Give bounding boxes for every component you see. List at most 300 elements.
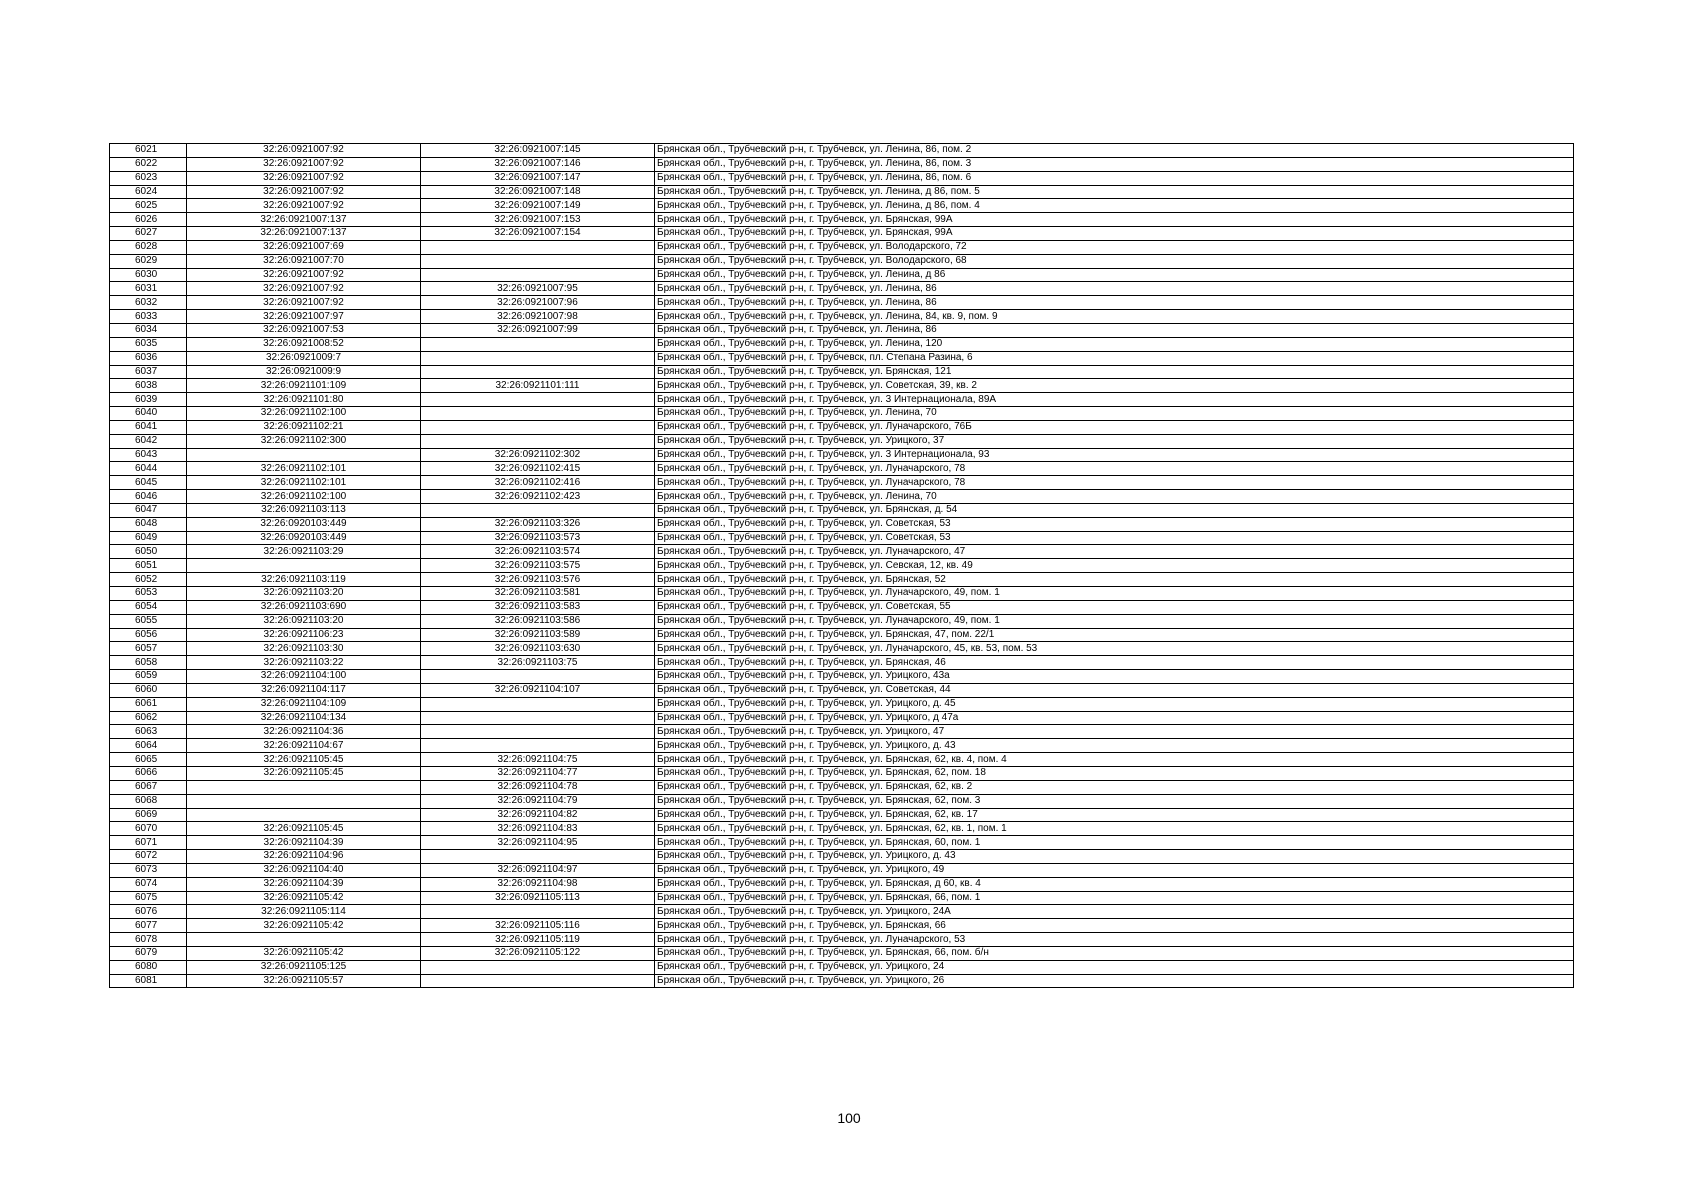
table-row: [110, 642, 1574, 656]
cadastral-number-cell: 32:26:0921104:78: [421, 780, 655, 794]
table-row: [110, 614, 1574, 628]
parent-cadastral-number-cell: 32:26:0921103:113: [187, 503, 421, 517]
cadastral-number-cell: 32:26:0921007:148: [421, 185, 655, 199]
address-cell: Брянская обл., Трубчевский р-н, г. Трубчевск, ул. Луначарского, 78: [655, 476, 1574, 490]
table-row: [110, 254, 1574, 268]
row-number-cell: 6071: [110, 836, 187, 850]
row-number-cell: 6046: [110, 490, 187, 504]
table-row: [110, 919, 1574, 933]
parent-cadastral-number-cell: 32:26:0921103:119: [187, 573, 421, 587]
parent-cadastral-number-cell: 32:26:0921007:70: [187, 254, 421, 268]
cadastral-number-cell: 32:26:0921104:83: [421, 822, 655, 836]
row-number-cell: 6026: [110, 213, 187, 227]
parent-cadastral-number-cell: 32:26:0921105:45: [187, 766, 421, 780]
row-number-cell: 6023: [110, 171, 187, 185]
table-row: [110, 351, 1574, 365]
parent-cadastral-number-cell: 32:26:0921007:69: [187, 240, 421, 254]
table-row: [110, 697, 1574, 711]
parent-cadastral-number-cell: 32:26:0921103:20: [187, 587, 421, 601]
table-row: [110, 407, 1574, 421]
cadastral-number-cell: 32:26:0921105:116: [421, 919, 655, 933]
row-number-cell: 6038: [110, 379, 187, 393]
address-cell: Брянская обл., Трубчевский р-н, г. Трубчевск, ул. Ленина, 86, пом. 6: [655, 171, 1574, 185]
row-number-cell: 6029: [110, 254, 187, 268]
row-number-cell: 6032: [110, 296, 187, 310]
address-cell: Брянская обл., Трубчевский р-н, г. Трубчевск, ул. Ленина, 86: [655, 282, 1574, 296]
table-row: [110, 863, 1574, 877]
parent-cadastral-number-cell: 32:26:0921102:101: [187, 476, 421, 490]
parent-cadastral-number-cell: 32:26:0921103:30: [187, 642, 421, 656]
row-number-cell: 6079: [110, 946, 187, 960]
address-cell: Брянская обл., Трубчевский р-н, г. Трубчевск, ул. Брянская, 47, пом. 22/1: [655, 628, 1574, 642]
row-number-cell: 6045: [110, 476, 187, 490]
address-cell: Брянская обл., Трубчевский р-н, г. Трубчевск, ул. 3 Интернационала, 89А: [655, 393, 1574, 407]
table-row: [110, 448, 1574, 462]
parent-cadastral-number-cell: 32:26:0921007:92: [187, 144, 421, 158]
table-row: [110, 462, 1574, 476]
table-row: [110, 545, 1574, 559]
cadastral-number-cell: [421, 420, 655, 434]
table-row: [110, 780, 1574, 794]
cadastral-number-cell: [421, 268, 655, 282]
address-cell: Брянская обл., Трубчевский р-н, г. Трубчевск, пл. Степана Разина, 6: [655, 351, 1574, 365]
row-number-cell: 6076: [110, 905, 187, 919]
table-row: [110, 891, 1574, 905]
parent-cadastral-number-cell: 32:26:0921007:137: [187, 227, 421, 241]
cadastral-number-cell: [421, 337, 655, 351]
table-body: [110, 144, 1574, 988]
cadastral-number-cell: 32:26:0921102:302: [421, 448, 655, 462]
cadastral-number-cell: 32:26:0921101:111: [421, 379, 655, 393]
address-cell: Брянская обл., Трубчевский р-н, г. Трубчевск, ул. Севская, 12, кв. 49: [655, 559, 1574, 573]
address-cell: Брянская обл., Трубчевский р-н, г. Трубчевск, ул. Брянская, 66, пом. б/н: [655, 946, 1574, 960]
address-cell: Брянская обл., Трубчевский р-н, г. Трубчевск, ул. Брянская, 62, пом. 18: [655, 766, 1574, 780]
parent-cadastral-number-cell: 32:26:0921103:29: [187, 545, 421, 559]
parent-cadastral-number-cell: 32:26:0921007:92: [187, 185, 421, 199]
address-cell: Брянская обл., Трубчевский р-н, г. Трубчевск, ул. Ленина, 84, кв. 9, пом. 9: [655, 310, 1574, 324]
row-number-cell: 6035: [110, 337, 187, 351]
table-row: [110, 822, 1574, 836]
table-row: [110, 808, 1574, 822]
table-row: [110, 600, 1574, 614]
cadastral-number-cell: 32:26:0921103:575: [421, 559, 655, 573]
cadastral-number-cell: 32:26:0921007:96: [421, 296, 655, 310]
cadastral-number-cell: 32:26:0921104:97: [421, 863, 655, 877]
row-number-cell: 6075: [110, 891, 187, 905]
table-row: [110, 227, 1574, 241]
parent-cadastral-number-cell: 32:26:0921105:125: [187, 960, 421, 974]
row-number-cell: 6064: [110, 739, 187, 753]
row-number-cell: 6052: [110, 573, 187, 587]
cadastral-number-cell: 32:26:0921007:145: [421, 144, 655, 158]
row-number-cell: 6053: [110, 587, 187, 601]
address-cell: Брянская обл., Трубчевский р-н, г. Трубчевск, ул. Брянская, 62, кв. 2: [655, 780, 1574, 794]
table-row: [110, 573, 1574, 587]
parent-cadastral-number-cell: 32:26:0921102:101: [187, 462, 421, 476]
parent-cadastral-number-cell: 32:26:0921105:114: [187, 905, 421, 919]
address-cell: Брянская обл., Трубчевский р-н, г. Трубчевск, ул. Советская, 53: [655, 531, 1574, 545]
address-cell: Брянская обл., Трубчевский р-н, г. Трубчевск, ул. Брянская, 46: [655, 656, 1574, 670]
parent-cadastral-number-cell: 32:26:0921007:92: [187, 268, 421, 282]
address-cell: Брянская обл., Трубчевский р-н, г. Трубчевск, ул. Брянская, 66: [655, 919, 1574, 933]
parent-cadastral-number-cell: 32:26:0921105:42: [187, 919, 421, 933]
table-row: [110, 559, 1574, 573]
parent-cadastral-number-cell: 32:26:0921104:109: [187, 697, 421, 711]
table-row: [110, 268, 1574, 282]
cadastral-number-cell: 32:26:0921103:586: [421, 614, 655, 628]
address-cell: Брянская обл., Трубчевский р-н, г. Трубчевск, ул. Луначарского, 45, кв. 53, пом. 53: [655, 642, 1574, 656]
row-number-cell: 6072: [110, 850, 187, 864]
row-number-cell: 6043: [110, 448, 187, 462]
parent-cadastral-number-cell: 32:26:0921007:92: [187, 157, 421, 171]
address-cell: Брянская обл., Трубчевский р-н, г. Трубчевск, ул. 3 Интернационала, 93: [655, 448, 1574, 462]
address-cell: Брянская обл., Трубчевский р-н, г. Трубчевск, ул. Советская, 55: [655, 600, 1574, 614]
address-cell: Брянская обл., Трубчевский р-н, г. Трубчевск, ул. Володарского, 68: [655, 254, 1574, 268]
parent-cadastral-number-cell: 32:26:0921103:690: [187, 600, 421, 614]
cadastral-number-cell: 32:26:0921105:113: [421, 891, 655, 905]
table-row: [110, 213, 1574, 227]
parent-cadastral-number-cell: 32:26:0920103:449: [187, 531, 421, 545]
address-cell: Брянская обл., Трубчевский р-н, г. Трубчевск, ул. Советская, 44: [655, 683, 1574, 697]
cadastral-number-cell: 32:26:0921007:154: [421, 227, 655, 241]
address-cell: Брянская обл., Трубчевский р-н, г. Трубчевск, ул. Урицкого, 24А: [655, 905, 1574, 919]
address-cell: Брянская обл., Трубчевский р-н, г. Трубчевск, ул. Урицкого, д. 45: [655, 697, 1574, 711]
row-number-cell: 6025: [110, 199, 187, 213]
row-number-cell: 6048: [110, 517, 187, 531]
address-cell: Брянская обл., Трубчевский р-н, г. Трубчевск, ул. Ленина, 70: [655, 407, 1574, 421]
row-number-cell: 6044: [110, 462, 187, 476]
address-cell: Брянская обл., Трубчевский р-н, г. Трубчевск, ул. Брянская, 62, кв. 17: [655, 808, 1574, 822]
row-number-cell: 6028: [110, 240, 187, 254]
parent-cadastral-number-cell: 32:26:0921104:39: [187, 877, 421, 891]
cadastral-number-cell: [421, 697, 655, 711]
parent-cadastral-number-cell: [187, 808, 421, 822]
table-row: [110, 531, 1574, 545]
row-number-cell: 6060: [110, 683, 187, 697]
table-row: [110, 753, 1574, 767]
row-number-cell: 6063: [110, 725, 187, 739]
cadastral-number-cell: 32:26:0921007:153: [421, 213, 655, 227]
cadastral-number-cell: [421, 670, 655, 684]
table-row: [110, 420, 1574, 434]
cadastral-number-cell: [421, 365, 655, 379]
parent-cadastral-number-cell: 32:26:0921007:92: [187, 171, 421, 185]
page-number: 100: [837, 1110, 861, 1126]
cadastral-number-cell: 32:26:0921104:107: [421, 683, 655, 697]
row-number-cell: 6040: [110, 407, 187, 421]
parent-cadastral-number-cell: 32:26:0921008:52: [187, 337, 421, 351]
address-cell: Брянская обл., Трубчевский р-н, г. Трубчевск, ул. Брянская, 62, кв. 4, пом. 4: [655, 753, 1574, 767]
parent-cadastral-number-cell: 32:26:0921101:80: [187, 393, 421, 407]
table-row: [110, 476, 1574, 490]
cadastral-number-cell: 32:26:0921103:630: [421, 642, 655, 656]
address-cell: Брянская обл., Трубчевский р-н, г. Трубчевск, ул. Урицкого, д. 43: [655, 850, 1574, 864]
row-number-cell: 6041: [110, 420, 187, 434]
cadastral-number-cell: [421, 711, 655, 725]
table-row: [110, 670, 1574, 684]
parent-cadastral-number-cell: 32:26:0921007:92: [187, 296, 421, 310]
table-row: [110, 946, 1574, 960]
table-row: [110, 393, 1574, 407]
parent-cadastral-number-cell: 32:26:0921103:22: [187, 656, 421, 670]
row-number-cell: 6027: [110, 227, 187, 241]
row-number-cell: 6080: [110, 960, 187, 974]
row-number-cell: 6058: [110, 656, 187, 670]
parent-cadastral-number-cell: 32:26:0921105:42: [187, 891, 421, 905]
parent-cadastral-number-cell: 32:26:0921102:21: [187, 420, 421, 434]
table-row: [110, 171, 1574, 185]
row-number-cell: 6068: [110, 794, 187, 808]
row-number-cell: 6073: [110, 863, 187, 877]
cadastral-number-cell: 32:26:0921007:146: [421, 157, 655, 171]
parent-cadastral-number-cell: 32:26:0921007:53: [187, 323, 421, 337]
cadastral-number-cell: 32:26:0921104:77: [421, 766, 655, 780]
cadastral-number-cell: [421, 254, 655, 268]
cadastral-number-cell: 32:26:0921103:75: [421, 656, 655, 670]
address-cell: Брянская обл., Трубчевский р-н, г. Трубчевск, ул. Ленина, д 86, пом. 4: [655, 199, 1574, 213]
address-cell: Брянская обл., Трубчевский р-н, г. Трубчевск, ул. Ленина, 86, пом. 2: [655, 144, 1574, 158]
row-number-cell: 6022: [110, 157, 187, 171]
address-cell: Брянская обл., Трубчевский р-н, г. Трубчевск, ул. Урицкого, 43а: [655, 670, 1574, 684]
cadastral-number-cell: [421, 434, 655, 448]
row-number-cell: 6050: [110, 545, 187, 559]
address-cell: Брянская обл., Трубчевский р-н, г. Трубчевск, ул. Брянская, 52: [655, 573, 1574, 587]
parent-cadastral-number-cell: [187, 780, 421, 794]
table-row: [110, 656, 1574, 670]
address-cell: Брянская обл., Трубчевский р-н, г. Трубчевск, ул. Брянская, 99А: [655, 227, 1574, 241]
address-cell: Брянская обл., Трубчевский р-н, г. Трубчевск, ул. Луначарского, 47: [655, 545, 1574, 559]
parent-cadastral-number-cell: 32:26:0921007:137: [187, 213, 421, 227]
table-row: [110, 365, 1574, 379]
table-row: [110, 766, 1574, 780]
row-number-cell: 6034: [110, 323, 187, 337]
row-number-cell: 6021: [110, 144, 187, 158]
parent-cadastral-number-cell: [187, 448, 421, 462]
cadastral-number-cell: 32:26:0921007:95: [421, 282, 655, 296]
row-number-cell: 6062: [110, 711, 187, 725]
cadastral-number-cell: [421, 407, 655, 421]
row-number-cell: 6033: [110, 310, 187, 324]
address-cell: Брянская обл., Трубчевский р-н, г. Трубчевск, ул. Ленина, 70: [655, 490, 1574, 504]
parent-cadastral-number-cell: 32:26:0921102:100: [187, 407, 421, 421]
cadastral-number-cell: [421, 905, 655, 919]
row-number-cell: 6057: [110, 642, 187, 656]
cadastral-number-cell: [421, 393, 655, 407]
parent-cadastral-number-cell: 32:26:0921102:100: [187, 490, 421, 504]
address-cell: Брянская обл., Трубчевский р-н, г. Трубчевск, ул. Брянская, 99А: [655, 213, 1574, 227]
table-row: [110, 503, 1574, 517]
row-number-cell: 6074: [110, 877, 187, 891]
table-row: [110, 185, 1574, 199]
row-number-cell: 6070: [110, 822, 187, 836]
parent-cadastral-number-cell: 32:26:0921104:117: [187, 683, 421, 697]
parent-cadastral-number-cell: [187, 794, 421, 808]
table-row: [110, 711, 1574, 725]
parent-cadastral-number-cell: 32:26:0921103:20: [187, 614, 421, 628]
cadastral-number-cell: 32:26:0921103:326: [421, 517, 655, 531]
row-number-cell: 6024: [110, 185, 187, 199]
cadastral-number-cell: [421, 240, 655, 254]
address-cell: Брянская обл., Трубчевский р-н, г. Трубчевск, ул. Володарского, 72: [655, 240, 1574, 254]
parent-cadastral-number-cell: 32:26:0921104:100: [187, 670, 421, 684]
parent-cadastral-number-cell: 32:26:0921009:7: [187, 351, 421, 365]
table-row: [110, 628, 1574, 642]
row-number-cell: 6047: [110, 503, 187, 517]
cadastral-number-cell: 32:26:0921104:98: [421, 877, 655, 891]
cadastral-number-cell: 32:26:0921104:75: [421, 753, 655, 767]
address-cell: Брянская обл., Трубчевский р-н, г. Трубчевск, ул. Луначарского, 53: [655, 933, 1574, 947]
address-cell: Брянская обл., Трубчевский р-н, г. Трубчевск, ул. Брянская, 66, пом. 1: [655, 891, 1574, 905]
parent-cadastral-number-cell: 32:26:0921105:45: [187, 753, 421, 767]
address-cell: Брянская обл., Трубчевский р-н, г. Трубчевск, ул. Урицкого, 49: [655, 863, 1574, 877]
table-row: [110, 490, 1574, 504]
table-row: [110, 434, 1574, 448]
cadastral-number-cell: 32:26:0921102:416: [421, 476, 655, 490]
cadastral-number-cell: [421, 850, 655, 864]
row-number-cell: 6065: [110, 753, 187, 767]
table-row: [110, 794, 1574, 808]
address-cell: Брянская обл., Трубчевский р-н, г. Трубчевск, ул. Советская, 53: [655, 517, 1574, 531]
cadastral-number-cell: [421, 974, 655, 988]
address-cell: Брянская обл., Трубчевский р-н, г. Трубчевск, ул. Ленина, 86: [655, 323, 1574, 337]
address-cell: Брянская обл., Трубчевский р-н, г. Трубчевск, ул. Брянская, 62, кв. 1, пом. 1: [655, 822, 1574, 836]
row-number-cell: 6059: [110, 670, 187, 684]
address-cell: Брянская обл., Трубчевский р-н, г. Трубчевск, ул. Ленина, 120: [655, 337, 1574, 351]
parent-cadastral-number-cell: 32:26:0921007:97: [187, 310, 421, 324]
table-row: [110, 296, 1574, 310]
cadastral-number-cell: 32:26:0921007:149: [421, 199, 655, 213]
address-cell: Брянская обл., Трубчевский р-н, г. Трубчевск, ул. Брянская, 60, пом. 1: [655, 836, 1574, 850]
parent-cadastral-number-cell: 32:26:0920103:449: [187, 517, 421, 531]
row-number-cell: 6055: [110, 614, 187, 628]
table-row: [110, 960, 1574, 974]
row-number-cell: 6078: [110, 933, 187, 947]
parent-cadastral-number-cell: 32:26:0921105:45: [187, 822, 421, 836]
cadastral-number-cell: 32:26:0921102:423: [421, 490, 655, 504]
cadastral-number-cell: [421, 351, 655, 365]
address-cell: Брянская обл., Трубчевский р-н, г. Трубчевск, ул. Урицкого, д 47а: [655, 711, 1574, 725]
cadastral-number-cell: 32:26:0921103:583: [421, 600, 655, 614]
address-cell: Брянская обл., Трубчевский р-н, г. Трубчевск, ул. Луначарского, 76Б: [655, 420, 1574, 434]
address-cell: Брянская обл., Трубчевский р-н, г. Трубчевск, ул. Брянская, д. 54: [655, 503, 1574, 517]
table-row: [110, 144, 1574, 158]
cadastral-number-cell: [421, 725, 655, 739]
table-row: [110, 157, 1574, 171]
cadastral-number-cell: 32:26:0921103:576: [421, 573, 655, 587]
table-row: [110, 905, 1574, 919]
parent-cadastral-number-cell: 32:26:0921104:39: [187, 836, 421, 850]
parent-cadastral-number-cell: 32:26:0921007:92: [187, 199, 421, 213]
table-row: [110, 877, 1574, 891]
table-row: [110, 974, 1574, 988]
row-number-cell: 6030: [110, 268, 187, 282]
table-row: [110, 310, 1574, 324]
cadastral-number-cell: 32:26:0921104:95: [421, 836, 655, 850]
table-row: [110, 933, 1574, 947]
table-row: [110, 379, 1574, 393]
table-row: [110, 337, 1574, 351]
table-row: [110, 517, 1574, 531]
parent-cadastral-number-cell: 32:26:0921104:36: [187, 725, 421, 739]
address-cell: Брянская обл., Трубчевский р-н, г. Трубчевск, ул. Луначарского, 49, пом. 1: [655, 614, 1574, 628]
row-number-cell: 6037: [110, 365, 187, 379]
address-cell: Брянская обл., Трубчевский р-н, г. Трубчевск, ул. Брянская, д 60, кв. 4: [655, 877, 1574, 891]
row-number-cell: 6081: [110, 974, 187, 988]
table-row: [110, 240, 1574, 254]
property-table: [109, 143, 1574, 988]
cadastral-number-cell: 32:26:0921007:147: [421, 171, 655, 185]
parent-cadastral-number-cell: 32:26:0921104:134: [187, 711, 421, 725]
cadastral-number-cell: 32:26:0921007:98: [421, 310, 655, 324]
row-number-cell: 6069: [110, 808, 187, 822]
parent-cadastral-number-cell: [187, 933, 421, 947]
cadastral-number-cell: 32:26:0921104:79: [421, 794, 655, 808]
row-number-cell: 6056: [110, 628, 187, 642]
address-cell: Брянская обл., Трубчевский р-н, г. Трубчевск, ул. Урицкого, 26: [655, 974, 1574, 988]
table-row: [110, 683, 1574, 697]
cadastral-number-cell: [421, 503, 655, 517]
row-number-cell: 6042: [110, 434, 187, 448]
address-cell: Брянская обл., Трубчевский р-н, г. Трубчевск, ул. Брянская, 121: [655, 365, 1574, 379]
cadastral-number-cell: 32:26:0921103:581: [421, 587, 655, 601]
address-cell: Брянская обл., Трубчевский р-н, г. Трубчевск, ул. Урицкого, д. 43: [655, 739, 1574, 753]
parent-cadastral-number-cell: 32:26:0921105:42: [187, 946, 421, 960]
table-row: [110, 739, 1574, 753]
row-number-cell: 6039: [110, 393, 187, 407]
table-row: [110, 836, 1574, 850]
cadastral-number-cell: 32:26:0921102:415: [421, 462, 655, 476]
cadastral-number-cell: [421, 739, 655, 753]
table-row: [110, 850, 1574, 864]
parent-cadastral-number-cell: 32:26:0921007:92: [187, 282, 421, 296]
row-number-cell: 6049: [110, 531, 187, 545]
parent-cadastral-number-cell: 32:26:0921102:300: [187, 434, 421, 448]
cadastral-number-cell: [421, 960, 655, 974]
parent-cadastral-number-cell: 32:26:0921104:96: [187, 850, 421, 864]
parent-cadastral-number-cell: 32:26:0921101:109: [187, 379, 421, 393]
address-cell: Брянская обл., Трубчевский р-н, г. Трубчевск, ул. Ленина, д 86, пом. 5: [655, 185, 1574, 199]
address-cell: Брянская обл., Трубчевский р-н, г. Трубчевск, ул. Советская, 39, кв. 2: [655, 379, 1574, 393]
row-number-cell: 6036: [110, 351, 187, 365]
address-cell: Брянская обл., Трубчевский р-н, г. Трубчевск, ул. Урицкого, 24: [655, 960, 1574, 974]
address-cell: Брянская обл., Трубчевский р-н, г. Трубчевск, ул. Урицкого, 37: [655, 434, 1574, 448]
cadastral-number-cell: 32:26:0921103:589: [421, 628, 655, 642]
address-cell: Брянская обл., Трубчевский р-н, г. Трубчевск, ул. Урицкого, 47: [655, 725, 1574, 739]
parent-cadastral-number-cell: [187, 559, 421, 573]
parent-cadastral-number-cell: 32:26:0921104:67: [187, 739, 421, 753]
row-number-cell: 6031: [110, 282, 187, 296]
address-cell: Брянская обл., Трубчевский р-н, г. Трубчевск, ул. Ленина, д 86: [655, 268, 1574, 282]
parent-cadastral-number-cell: 32:26:0921105:57: [187, 974, 421, 988]
row-number-cell: 6077: [110, 919, 187, 933]
table-row: [110, 725, 1574, 739]
cadastral-number-cell: 32:26:0921103:574: [421, 545, 655, 559]
cadastral-number-cell: 32:26:0921103:573: [421, 531, 655, 545]
row-number-cell: 6054: [110, 600, 187, 614]
table-row: [110, 323, 1574, 337]
row-number-cell: 6067: [110, 780, 187, 794]
table-row: [110, 282, 1574, 296]
cadastral-number-cell: 32:26:0921104:82: [421, 808, 655, 822]
address-cell: Брянская обл., Трубчевский р-н, г. Трубчевск, ул. Луначарского, 49, пом. 1: [655, 587, 1574, 601]
row-number-cell: 6061: [110, 697, 187, 711]
cadastral-number-cell: 32:26:0921105:122: [421, 946, 655, 960]
address-cell: Брянская обл., Трубчевский р-н, г. Трубчевск, ул. Ленина, 86, пом. 3: [655, 157, 1574, 171]
row-number-cell: 6051: [110, 559, 187, 573]
table-row: [110, 587, 1574, 601]
address-cell: Брянская обл., Трубчевский р-н, г. Трубчевск, ул. Луначарского, 78: [655, 462, 1574, 476]
table-row: [110, 199, 1574, 213]
